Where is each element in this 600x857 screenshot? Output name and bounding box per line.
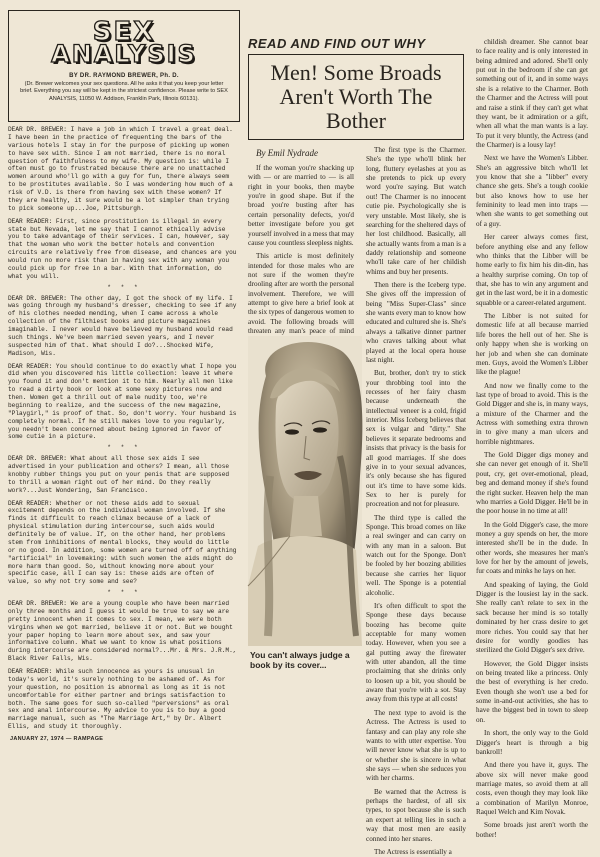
reply: DEAR READER: Whether or not these aids add to sexual excitement depends on the individual woman involved. If she finds it difficult to reach climax because of a lack of physical stimulation during intercourse, such aids would definitely be of value. If, on the other hand, her problems stem from inhibitions of mental blocks, they would do little or no good. In addition, some women are turned off of anything "artificial" in lovemaking: with such women the aids might do more harm than good. So, without knowing more about your specific case, all I can say is: these aids are often of value, so why not try some and see? <box>8 499 237 586</box>
letters-list <box>8 126 240 731</box>
paragraph: The Actress is essentially a <box>374 847 452 856</box>
reply: DEAR READER: First, since prostitution is illegal in every state but Nevada, let me say that I cannot ethically advise you to take advantage of their services. I can, however, say that the woman who work the better hotels and convention circuits are relatively free from disease, and chances are you would run no more risk than in having sex with any woman you could pick up for free in a bar. With that information, do what you will. <box>8 217 237 280</box>
paragraph: But, brother, don't try to stick your throbbing tool into the recesses of her fairy chasm because underneath the intellectual veneer is a cold, frigid interior. Miss Iceberg believes that sex is vulgar and "dirty." She believes it separate bedrooms and insists that privacy is the basis for all good marriages. If she does give in to your sexual advances, it's only because she has figured out it's time to have some kids. Sex to her is purely for procreation and not for pleasure. <box>366 369 466 509</box>
paragraph: In the Gold Digger's case, the more money a guy spends on her, the more interested she'll be in the dude. In other words, she measures her man's love for her by the amount of jewels, fur coats and minks he lays on her. <box>476 520 588 576</box>
letter: DEAR DR. BREWER: We are a young couple who have been married only three months and I guess it would be true to say we are pretty innocent when it comes to sex. I mean, we were both virgins when we got married, believe it or not. But we bought your paper hoping to learn more about sex, and saw your informative column. What we want to know is what positions during intercourse are considered normal?...Mr. & Mrs. J.R.M., Black River Falls, Wis. <box>8 600 237 663</box>
article-headline: Men! Some Broads Aren't Worth The Bother <box>270 59 442 134</box>
paragraph: This article is most definitely intended for those males who are not sure if the women they're drooling after are worth the personal involvement. Therefore, we will attempt to give here a brief look at the six types of dangerous women to avoid. The following broads will threaten any man's peace of mind <box>248 252 354 336</box>
paragraph: Next we have the Women's Libber. She's an aggressive bitch who'll let you know that she a "libber" every chance she gets. She's a tough cookie but also knows how to use her femininity to lead men into traps — when she wants to get something out of a guy. <box>476 154 588 228</box>
photo-caption: You can't always judge a book by its cover... <box>250 650 350 671</box>
paragraph: However, the Gold Digger insists on being treated like a princess. Only the best of everything is her credo. Even though she won't use a bed for some in-and-out activities, she has to have the biggest bed in town to sleep on. <box>476 659 588 724</box>
letter: DEAR DR. BREWER: The other day, I got the shock of my life. I was going through my husband's dresser, checking to see if any of his clothes needed mending, when I came across a whole collection of the filthiest books and picture magazines imaginable. I never would have believed my husband would read such things. We've been married seven years, and I never suspected him of that. What should I do?...Shocked Wife, Madison, Wis. <box>8 294 237 357</box>
logo-line-2: ANALYSIS <box>51 39 197 68</box>
woman-photo <box>248 336 362 646</box>
separator: * * * <box>107 444 141 452</box>
column-intro: (Dr. Brewer welcomes your sex questions. All he asks it that you keep your letter brief. Everything you say will be kept in the strictest confidence. Please write to SEX ANALYSIS, 11050 W. Addison, Franklin Park, Illinois 60131). <box>20 81 228 102</box>
page-footer: JANUARY 27, 1974 — RAMPAGE <box>10 736 104 742</box>
paragraph: The next type to avoid is the Actress. The Actress is used to fantasy and can play any role she wants to with utter expertise. You will never know what she is up to or whether she is sincere in what she says — when she seduces you with her charms. <box>366 708 466 783</box>
paragraph: And now we finally come to the last type of broad to avoid. This is the Gold Digger and she is, in many ways, a mixture of the Charmer and the Actress with something extra thrown in to give many a man ulcers and horrible nightmares. <box>476 381 588 446</box>
reply: DEAR READER: You should continue to do exactly what I hope you did when you discovered his little collection: leave it where you found it and don't mention it to him. Nearly all men like to read a dirty book or look at some sexy pictures now and then. Women get a thrill out of male nudity too, we're beginning to realize, and the success of the new magazine, "Playgirl," is proof of that. So, don't worry. Your husband is completely normal. If he still makes love to you regularly, you needn't been concerned about being ignored in favor of some cutie in a picture. <box>8 362 237 441</box>
paragraph: It's often difficult to spot the Sponge these days because boozing has become quite acceptable for many women today. However, when you see a gal putting away the firewater with utter abandon, all the time proclaiming that she drinks only to loosen up a bit, you should be aware that you're with a sot. Stay away from this type at all costs! <box>366 601 466 704</box>
reply: DEAR READER: While such innocence as yours is unusual in today's world, it's surely nothing to be ashamed of. As for your question, no position is abnormal as long as it is not uncomfortable for either partner and brings satisfaction to both. The same goes for such so-called "perversions" as oral sex and anal intercourse. My advice to you is to buy a good marriage manual, such as "The Marriage Art," by Dr. Albert Ellis, and study it thoroughly. <box>8 668 230 731</box>
article-column-3 <box>476 38 588 839</box>
article-kicker: READ AND FIND OUT WHY <box>248 36 426 51</box>
sex-analysis-column <box>8 10 240 732</box>
paragraph: Be warned that the Actress is perhaps the hardest, of all six types, to spot because she is such an expert at telling lies in such a way that most men are easily conned into her snares. <box>366 787 466 843</box>
portrait-image <box>248 336 362 646</box>
paragraph: The Gold Digger digs money and she can never get enough of it. She'll pout, cry, get over-emotional, plead, beg and demand money if she's found the right sucker. Heaven help the man who marries a Gold Digger. He'll be in the poor house in no time at all! <box>476 451 588 516</box>
paragraph: The first type is the Charmer. She's the type who'll blink her long, fluttery eyelashes at you as she pretends to pick up every word you're saying. But watch out! The Charmer is no innocent cutie pie. Psychologically she is very unstable. Most likely, she is searching for the sheltered days of her lost childhood. Basically, all she actually wants from a man is a daddy relationship and someone who'll take care of her childish whims and buy her presents. <box>366 146 466 276</box>
logo-line-1: SEX <box>92 16 156 47</box>
separator: * * * <box>107 283 141 291</box>
paragraph: Her career always comes first, before anything else and any fellow who thinks that the Libber will be home early to fix him his din-din, has a healthy surprise coming. On top of that, she has to win any argument and get in the last word, be it in a domestic squabble or a career-related argument. <box>476 233 588 307</box>
article-author: By Emil Nydrade <box>256 148 318 158</box>
headline-box <box>248 54 464 140</box>
column-logo <box>15 15 233 71</box>
letter: DEAR DR. BREWER: What about all those sex aids I see advertised in your publication and others? I mean, all those knobby rubber things you put on your penis that are supposed to thrill a woman right out of her mind. Do they really work?...Just Wondering, San Francisco. <box>8 455 230 494</box>
paragraph: In short, the only way to the Gold Digger's heart is through a big bankroll! <box>476 729 588 756</box>
letter: DEAR DR. BREWER: I have a job in which I travel a great deal. I have been in the practice of frequenting the bars of the various hotels I stay in for the purpose of picking up women to have sex with. Since I am not married, there is no moral question of faithfulness to my wife. My question is: while I often must go to frustrated because there are no unattached women around who'll go with a guy for fun, there always seem to be prostitutes available. So I was wondering how much of a risk of V.D. is there from having sex with these women? If they are healthy, it sure would be a lot simpler than trying to pick someone up...Joe, Pittsburgh. <box>8 126 233 212</box>
paragraph: Some broads just aren't worth the bother! <box>476 821 588 839</box>
paragraph: childish dreamer. She cannot bear to face reality and is only interested in being admired and adored. She'll only put out in the bedroom if she can get something out of it, and in some ways she is a relative to the Charmer. Both the Charmer and the Actress will pout and raise a stink if they can't get what they want, be it admiration or a gift, when all what the man wants is a lay. To put it very bluntly, the Actress (and the Charmer) is a lousy lay! <box>476 38 588 149</box>
paragraph: The third type is called the Sponge. This broad comes on like a real swinger and can carry on with any man in a saloon. But watch out for the Sponge. Don't be fooled by her boozing abilities because she carries her liquor well. The Sponge is a potential alcoholic. <box>366 513 466 597</box>
article-column-1 <box>248 164 354 336</box>
paragraph: The Libber is not suited for domestic life at all because married life bores the hell out of her. She is only happy when she is working on her job and when she can dominate men. Guys, avoid the Women's Libber like the plague! <box>476 312 588 377</box>
article-column-2 <box>366 146 466 856</box>
column-masthead <box>8 10 240 122</box>
column-byline: BY DR. RAYMOND BREWER, Ph. D. <box>69 73 179 79</box>
paragraph: Then there is the Iceberg type. She gives off the impression of being "Miss Super-Class" since she wants every man to know how educated and cultured she is. She's always a talkative dinner partner who craves talking about what played at the local opera house last night. <box>366 281 466 364</box>
paragraph: And there you have it, guys. The above six will never make good marriage mates, so avoid them at all costs, even though they may look like a combination of Marilyn Monroe, Raquel Welch and Kim Novak. <box>476 761 588 817</box>
paragraph: And speaking of laying, the Gold Digger is the lousiest lay in the sack. She really can't relate to sex in the sack because her mind is so totally dominated by her crass desire to get more riches. You could say that her desire for wordly goodies has sterilized the Gold Digger's sex drive. <box>476 580 588 655</box>
separator: * * * <box>107 589 141 597</box>
paragraph: If the woman you're shacking up with — or are married to — is all right in your books, then maybe you're in good shape. But if the broad you're busting after has certain personality defects, you'd better investigate before you get yourself involved in a mess that may cause you countless sleepless nights. <box>248 164 354 247</box>
